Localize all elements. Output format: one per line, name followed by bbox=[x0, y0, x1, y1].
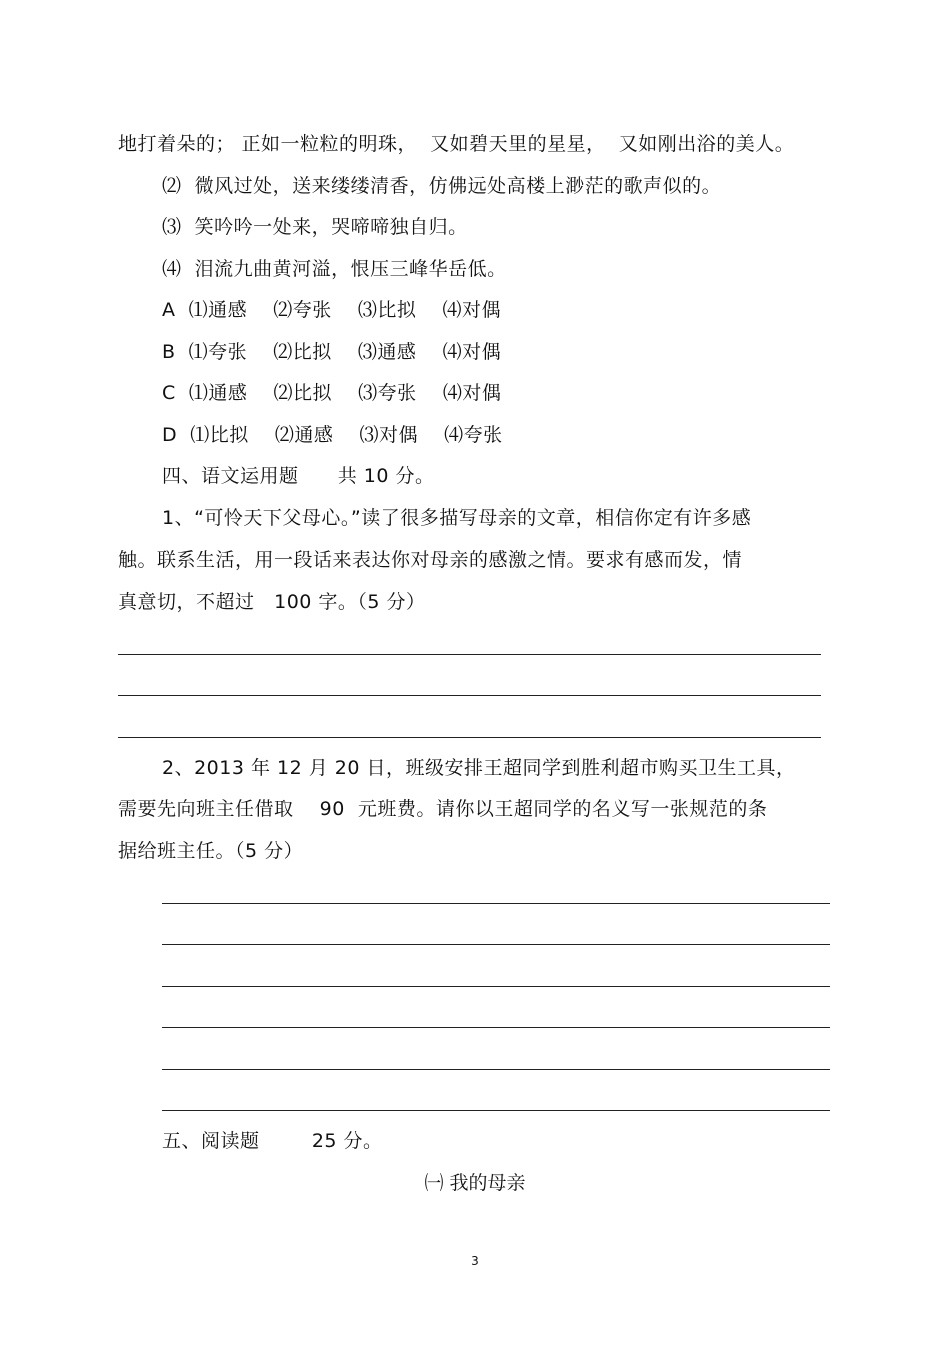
option-b: B ⑴夸张 ⑵比拟 ⑶通感 ⑷对偶 bbox=[162, 341, 502, 363]
reading-title: ㈠ 我的母亲 bbox=[424, 1172, 526, 1194]
note-line[interactable] bbox=[162, 903, 830, 904]
passage-tail: 地打着朵的； 正如一粒粒的明珠， 又如碧天里的星星， 又如刚出浴的美人。 bbox=[118, 133, 795, 155]
option-d: D ⑴比拟 ⑵通感 ⑶对偶 ⑷夸张 bbox=[162, 424, 503, 446]
item-3: ⑶ 笑吟吟一处来，哭啼啼独自归。 bbox=[162, 216, 468, 238]
option-a: A ⑴通感 ⑵夸张 ⑶比拟 ⑷对偶 bbox=[162, 299, 502, 321]
question-2-line-3: 据给班主任。（5 分） bbox=[118, 840, 304, 862]
note-line[interactable] bbox=[162, 1110, 830, 1111]
section-5-title: 五、阅读题 25 分。 bbox=[162, 1130, 383, 1152]
note-line[interactable] bbox=[162, 986, 830, 987]
item-4: ⑷ 泪流九曲黄河溢，恨压三峰华岳低。 bbox=[162, 258, 507, 280]
answer-line[interactable] bbox=[118, 695, 821, 696]
question-2-line-1: 2、2013 年 12 月 20 日，班级安排王超同学到胜利超市购买卫生工具， bbox=[162, 757, 796, 779]
note-line[interactable] bbox=[162, 1069, 830, 1070]
answer-line[interactable] bbox=[118, 737, 821, 738]
note-line[interactable] bbox=[162, 1027, 830, 1028]
note-line[interactable] bbox=[162, 944, 830, 945]
question-2-line-2: 需要先向班主任借取 90 元班费。请你以王超同学的名义写一张规范的条 bbox=[118, 798, 768, 820]
option-c: C ⑴通感 ⑵比拟 ⑶夸张 ⑷对偶 bbox=[162, 382, 502, 404]
page-number: 3 bbox=[471, 1254, 479, 1268]
question-1-line-2: 触。联系生活，用一段话来表达你对母亲的感激之情。要求有感而发，情 bbox=[118, 549, 743, 571]
question-1-line-3: 真意切，不超过 100 字。（5 分） bbox=[118, 591, 426, 613]
question-1-line-1: 1、“可怜天下父母心。”读了很多描写母亲的文章，相信你定有许多感 bbox=[162, 507, 752, 529]
section-4-title: 四、语文运用题 共 10 分。 bbox=[162, 465, 435, 487]
answer-line[interactable] bbox=[118, 654, 821, 655]
item-2: ⑵ 微风过处，送来缕缕清香，仿佛远处高楼上渺茫的歌声似的。 bbox=[162, 175, 722, 197]
